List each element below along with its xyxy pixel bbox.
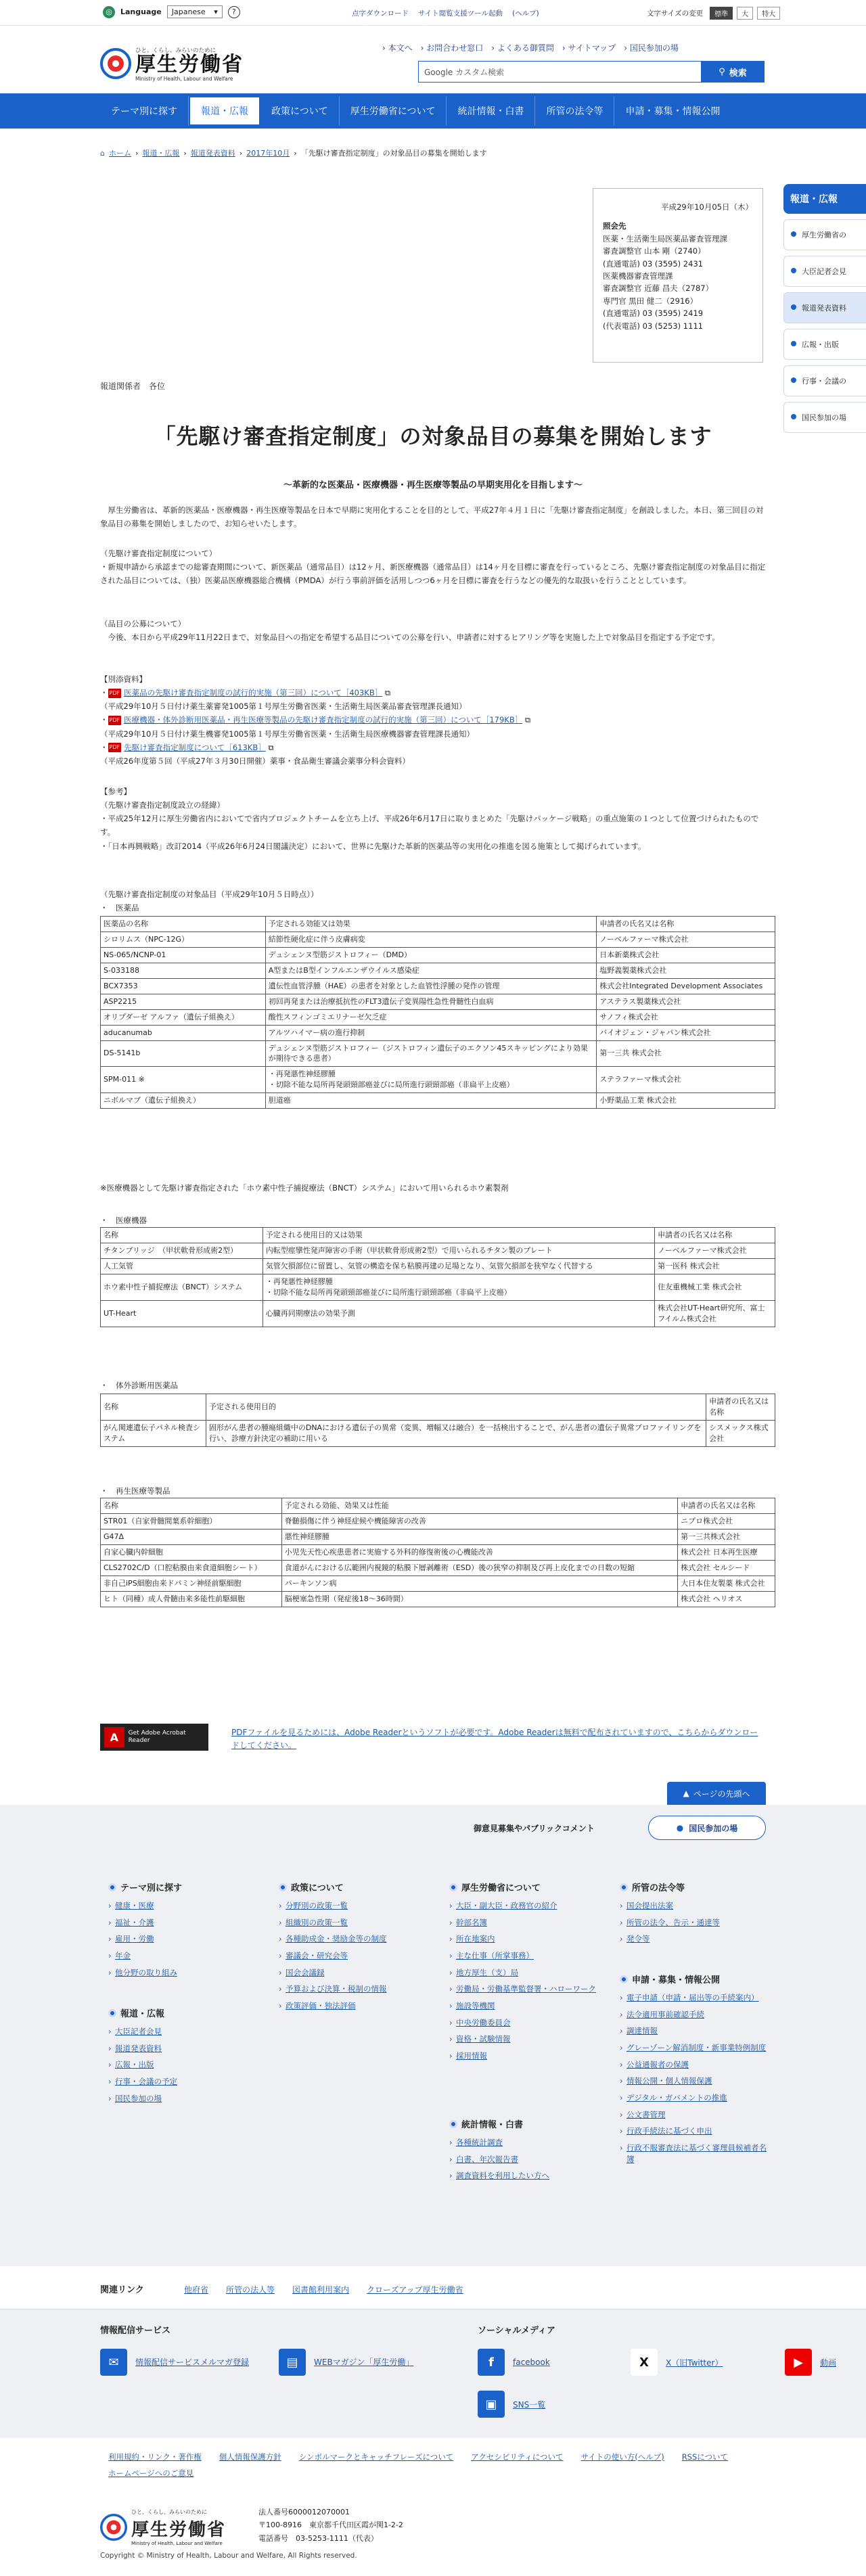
attachments: 【別添資料】 ・ PDF 医薬品の先駆け審査指定制度の試行的実施（第三回）について［403KB］ ⧉ （平成29年10月５日付け薬生薬審発1005第１号厚生労働省医薬・生活衛生局医薬品審査管理課長通知） ・ PDF 医療機器・体外診断用医薬品・再生医療等製品の先駆け審査指定制度の試行的実施（第三回）について［179KB］ ⧉ （平成29年10月５日付け薬生機審発1005第１号厚生労働省医薬・生活衛生局医療機器審査管理課長通知） ・ PDF 先駆け審査指定制度について［613KB］ ⧉ （平成26年度第５回（平成27年３月30日開催）薬事・食品衛生審議会薬事分科会資料） xyxy=(100,674,531,766)
page-subtitle: ～革新的な医薬品・医療機器・再生医療等製品の早期実用化を目指します～ xyxy=(283,480,583,490)
site-logo[interactable] xyxy=(100,46,244,82)
intro-paragraph: 厚生労働省は、革新的医薬品・医療機器・再生医療等製品を日本で早期に実用化することを目的として、平成27年４月１日に「先駆け審査指定制度」を創設しました。本日、第三回目の対象品目の募集を開始しましたので、お知らせいたします。 xyxy=(100,505,764,529)
table-row: チタンブリッジ （甲状軟骨形成術2型） 内転型痙攣性発声障害の手術（甲状軟骨形成術2型）で用いられるチタン製のプレート ノーベルファーマ株式会社 xyxy=(101,1243,775,1258)
gnav-applications[interactable]: 申請・募集・情報公開 xyxy=(625,106,721,117)
drugs-table xyxy=(100,916,775,1109)
table-row: ホウ素中性子捕捉療法（BNCT）システム ・再発悪性神経膠腫 ・切除不能な局所再発頭頸部癌並びに局所進行頭頸部癌（非扁平上皮癌） 住友重機械工業 株式会社 xyxy=(101,1274,775,1300)
logo-tagline: ひと、くらし、みらいのために xyxy=(135,47,216,54)
side-nav-item[interactable]: 広報・出版 xyxy=(783,329,866,360)
ivd-table xyxy=(100,1394,775,1447)
x-link[interactable]: X（旧Twitter） xyxy=(666,2358,723,2368)
participation-button[interactable]: ● 国民参加の場 xyxy=(648,1816,766,1840)
social-title: ソーシャルメディア xyxy=(478,2326,556,2336)
side-nav-item[interactable]: 報道発表資料 xyxy=(783,292,866,323)
acrobat-icon: A xyxy=(104,1727,124,1747)
table-row: ヒト（同種）成人骨髄由来多能性前駆細胞 脳梗塞急性期（発症後18～36時間） 株式会社 ヘリオス xyxy=(101,1591,775,1607)
table-row: BCX7353 遺伝性血管浮腫（HAE）の患者を対象とした血管性浮腫の発作の管理 株式会社Integrated Development Associates xyxy=(101,978,775,994)
related-link[interactable]: 図書館利用案内 xyxy=(292,2285,350,2295)
header-links xyxy=(382,42,679,53)
mhlw-logo-icon xyxy=(100,48,131,79)
x-icon: X xyxy=(631,2349,658,2376)
sns-list-link[interactable]: SNS一覧 xyxy=(513,2399,546,2410)
contact-link[interactable]: › お問合わせ窓口 xyxy=(420,43,484,53)
new-window-icon: ⧉ xyxy=(384,688,391,698)
pdf-icon: PDF xyxy=(108,743,122,752)
devices-head: ・ 医療機器 xyxy=(100,1216,147,1225)
logo-english: Ministry of Health, Labour and Welfare xyxy=(135,75,233,82)
participation-link[interactable]: › 国民参加の場 xyxy=(624,43,679,53)
table-row: STR01（自家骨髄間葉系幹細胞） 脊髄損傷に伴う神経症候や機能障害の改善 ニプロ株式会社 xyxy=(101,1513,775,1529)
site-search xyxy=(418,61,765,83)
gnav-policy[interactable]: 政策について xyxy=(260,96,340,126)
table-row: UT-Heart 心臓再同期療法の効果予測 株式会社UT-Heart研究所、富士フイルム株式会社 xyxy=(101,1300,775,1327)
footer-logo[interactable]: ひと、くらし、みらいのために 厚生労働省 Ministry of Health, Labour and Welfare xyxy=(100,2508,226,2546)
footer-col-laws: 所管の法令等 › 国会提出法案 › 所管の法令、告示・通達等 › 発令等 xyxy=(620,1881,769,1950)
public-comment-label: 御意見募集やパブリックコメント xyxy=(474,1824,595,1833)
footer-col-policy: 政策について › 分野別の政策一覧 › 組織別の政策一覧 › 各種助成金・奨励金等の制度 › 審議会・研究会等 › 国会会議録 › 予算および決算・税制の情報 › 政策評価・独法評価 xyxy=(279,1881,428,2017)
table-row: SPM-011 ※ ・再発悪性神経膠腫 ・切除不能な局所再発頭頸部癌並びに局所進行頭頸部癌（非扁平上皮癌） ステラファーマ株式会社 xyxy=(101,1067,775,1093)
pdf-icon: PDF xyxy=(108,716,122,725)
table-header-row: 名称 予定される使用目的 申請者の氏名又は名称 xyxy=(101,1394,775,1421)
gnav-statistics[interactable]: 統計情報・白書 xyxy=(447,96,535,126)
table-row: G47Δ 悪性神経膠腫 第一三共株式会社 xyxy=(101,1529,775,1544)
language-switcher xyxy=(103,5,240,18)
devices-table xyxy=(100,1227,775,1327)
side-nav-item[interactable]: 厚生労働省の xyxy=(783,219,866,250)
footer-col-press: 報道・広報 › 大臣記者会見 › 報道発表資料 › 広報・出版 › 行事・会議の予定 › 国民参加の場 xyxy=(108,2006,257,2109)
regen-head: ・ 再生医療等製品 xyxy=(100,1486,170,1496)
table-row: 非自己iPS細胞由来ドパミン神経前駆細胞 パーキンソン病 大日本住友製薬 株式会社 xyxy=(101,1576,775,1591)
table-row: NS-065/NCNP-01 デュシェンヌ型筋ジストロフィー（DMD） 日本新薬株式会社 xyxy=(101,947,775,963)
table-header-row: 名称 予定される効能、効果又は性能 申請者の氏名又は名称 xyxy=(101,1498,775,1514)
gnav-laws[interactable]: 所管の法令等 xyxy=(535,96,614,126)
footer-col-stats: 統計情報・白書 › 各種統計調査 › 白書、年次報告書 › 調査資料を利用したい方へ xyxy=(449,2117,598,2187)
table-header-row: 医薬品の名称 予定される効能又は効果 申請者の氏名又は名称 xyxy=(101,917,775,932)
help-icon[interactable]: ? xyxy=(228,6,240,18)
mhlw-logo-icon xyxy=(100,2514,127,2541)
footer-bottom-links: 利用規約・リンク・著作権 個人情報保護方針 シンボルマークとキャッチフレーズについて アクセシビリティについて サイトの使い方(ヘルプ) RSSについて ホームページへのご意見 xyxy=(108,2452,729,2478)
copyright: Copyright © Ministry of Health, Labour and Welfare, All Rights reserved. xyxy=(100,2552,357,2560)
addressee: 報道関係者 各位 xyxy=(100,382,166,391)
table-row: がん関連遺伝子パネル検査システム 固形がん患者の腫瘍組織中のDNAにおける遺伝子の異常（変異、増幅又は融合）を一括検出することで、がん患者の遺伝子異常プロファイリングを行い、診療方針決定の補助に用いる シスメックス株式会社 xyxy=(101,1420,775,1446)
chevron-down-icon: ▾ xyxy=(214,7,218,16)
mail-icon: ✉ xyxy=(100,2349,127,2376)
service-title: 情報配信サービス xyxy=(100,2326,171,2336)
attachment-link[interactable]: 医療機器・体外診断用医薬品・再生医療等製品の先駆け審査指定制度の試行的実施（第三回）について［179KB］ xyxy=(124,715,523,725)
font-size-large[interactable]: 大 xyxy=(737,7,753,20)
mail-magazine-link[interactable]: 情報配信サービスメルマガ登録 xyxy=(135,2358,250,2367)
contact-title: 照会先 xyxy=(603,221,626,231)
braille-download-link[interactable]: 点字ダウンロード xyxy=(352,9,409,18)
facebook-icon: f xyxy=(478,2349,505,2376)
language-select[interactable]: Japanese ▾ xyxy=(167,5,223,18)
social-section xyxy=(0,2309,866,2438)
arrow-right-icon: ● xyxy=(676,1823,684,1833)
list-head: （先駆け審査指定制度の対象品目（平成29年10月５日時点）） xyxy=(100,890,319,899)
footer-address: 法人番号6000012070001 〒100-8916 東京都千代田区霞が関1-2-2 電話番号 03-5253-1111（代表） xyxy=(258,2508,403,2543)
gnav-about[interactable]: 厚生労働省について xyxy=(340,96,447,126)
font-size-label: 文字サイズの変更 xyxy=(647,9,704,18)
font-size-xlarge[interactable]: 特大 xyxy=(757,7,780,20)
table-row: オリプダーゼ アルファ（遺伝子組換え） 酸性スフィンゴミエリナーゼ欠乏症 サノフィ株式会社 xyxy=(101,1009,775,1025)
breadcrumb: ⌂ ホーム › 報道・広報 › 報道発表資料 › 2017年10月 › 「先駆け審査指定制度」の対象品目の募集を開始します xyxy=(100,148,487,158)
table-row: ニボルマブ（遺伝子組換え） 胆道癌 小野薬品工業 株式会社 xyxy=(101,1093,775,1109)
table-row: シロリムス（NPC-12G） 結節性硬化症に伴う皮膚病変 ノーベルファーマ株式会社 xyxy=(101,932,775,947)
side-nav-head[interactable]: 報道・広報 xyxy=(783,184,866,214)
table-row: DS-5141b デュシェンヌ型筋ジストロフィー（ジストロフィン遺伝子のエクソン45スキッピングにより効果が期待できる患者） 第一三共 株式会社 xyxy=(101,1040,775,1067)
footer-col-about: 厚生労働省について › 大臣・副大臣・政務官の紹介 › 幹部名簿 › 所在地案内 › 主な仕事（所掌事務） › 地方厚生（支）局 › 労働局・労働基準監督署・ハローワーク › 施設等機関 › 中央労働委員会 › 資格・試験情報 › 採用情報 xyxy=(449,1881,598,2067)
side-nav-item[interactable]: 行事・会議の xyxy=(783,365,866,396)
new-window-icon: ⧉ xyxy=(268,742,274,752)
related-links xyxy=(0,2266,866,2309)
breadcrumb-month[interactable]: 2017年10月 xyxy=(246,149,290,158)
search-icon: ⚲ xyxy=(719,66,725,77)
side-nav-item[interactable]: 大臣記者会見 xyxy=(783,256,866,287)
pdf-icon: PDF xyxy=(108,689,122,698)
attachment-link[interactable]: 先駆け審査指定制度について［613KB］ xyxy=(124,742,266,752)
gnav-theme[interactable]: テーマ別に探す xyxy=(100,96,189,126)
related-link[interactable]: 他府省 xyxy=(184,2285,209,2295)
globe-icon: ◎ xyxy=(103,6,115,18)
related-title: 関連リンク xyxy=(100,2285,144,2295)
table-row: CLS2702C/D（口腔粘膜由来食道細胞シート） 食道がんにおける広範囲内視鏡的粘膜下層剥離術（ESD）後の狭窄の抑制及び再上皮化までの日数の短縮 株式会社 セルシード xyxy=(101,1560,775,1576)
home-icon: ⌂ xyxy=(100,148,105,158)
youtube-link[interactable]: 動画 xyxy=(820,2358,837,2368)
regen-table xyxy=(100,1498,775,1607)
language-label: Language xyxy=(120,7,162,16)
font-size-switcher xyxy=(647,7,780,20)
sitemap-link[interactable]: › サイトマップ xyxy=(562,43,616,53)
web-magazine-link[interactable]: WEBマガジン「厚生労働」 xyxy=(314,2358,414,2367)
new-window-icon: ⧉ xyxy=(524,715,531,725)
release-date: 平成29年10月05日（木） xyxy=(661,202,753,212)
utility-links xyxy=(352,8,539,18)
related-link[interactable]: クローズアップ厚生労働省 xyxy=(367,2285,463,2295)
reference-section: 【参考】 （先駆け審査指定制度設立の経緯） ・平成25年12月に厚生労働省内においてで省内プロジェクトチームを立ち上げ、平成26年6月17日に取りまとめた「先駆けパッケージ戦略」の重点施策の１つとして位置づけられたものです。 ・「日本再興戦略」改訂2014（平成26年6月24日閣議決定）において、世界に先駆けた革新的医薬品等の実用化の推進を図る施策として掲げられています。 xyxy=(100,787,759,851)
footer-col-applications: 申請・募集・情報公開 › 電子申請（申請・届出等の手続案内） › 法令適用事前確認手続 › 調達情報 › グレーゾーン解消制度・新事業特例制度 › 公益通報者の保護 › 情報公開・個人情報保護 › デジタル・ガバメントの推進 › 公文書管理 › 行政手続法に基づく申出 › 行政不服審査法に基づく審理員候補者名簿 xyxy=(620,1973,769,2170)
contact-box: 平成29年10月05日（木） 照会先 医薬・生活衛生局医薬品審査管理課 審査調整官 山本 剛（2740） (直通電話) 03 (3595) 2431 医薬機器審査管理課 審査調整官 近藤 昌夫（2787） 専門官 黒田 健二（2916） (直通電話) 03 (3595) 2419 (代表電話) 03 (5253) 1111 xyxy=(593,188,763,363)
arrow-up-icon: ▲ xyxy=(683,1789,689,1798)
side-nav xyxy=(783,184,866,433)
breadcrumb-releases[interactable]: 報道発表資料 xyxy=(190,149,235,158)
adobe-reader-badge[interactable]: A Get Adobe Acrobat Reader xyxy=(100,1724,208,1751)
table-row: aducanumab アルツハイマー病の進行抑制 バイオジェン・ジャパン株式会社 xyxy=(101,1025,775,1040)
search-input[interactable]: Google カスタム検索 xyxy=(418,61,701,83)
page-title: 「先駆け審査指定制度」の対象品目の募集を開始します xyxy=(154,423,712,449)
reading-support-link[interactable]: サイト閲覧支援ツール起動 xyxy=(418,9,503,18)
global-nav xyxy=(0,93,866,129)
facebook-link[interactable]: facebook xyxy=(513,2358,550,2367)
breadcrumb-press[interactable]: 報道・広報 xyxy=(142,149,180,158)
help-link[interactable]: (ヘルプ) xyxy=(512,9,539,18)
section-system: （先駆け審査指定制度について） ・新規申請から承認までの総審査期間について、新医薬品（通常品目）は12ヶ月、新医療機器（通常品目）は14ヶ月を目標に審査を行っているところ、先駆け審査指定制度の対象品目に指定された品目については、（独）医薬品医療機器総合機構（PMDA）が行う事前評価を活用しつつ6ヶ月を目標に審査を行うなどの優先的な取扱いを行うこととしています。 xyxy=(100,549,766,586)
table-row: ASP2215 初回再発または治療抵抗性のFLT3遺伝子変異陽性急性骨髄性白血病 アステラス製薬株式会社 xyxy=(101,994,775,1009)
section-call: （品目の公募について） 今後、本日から平成29年11月22日まで、対象品目への指定を希望する品目についての公募を行い、申請者に対するヒアリング等を実施した上で対象品目を指定する予定です。 xyxy=(100,619,720,643)
attachment-link[interactable]: 医薬品の先駆け審査指定制度の試行的実施（第三回）について［403KB］ xyxy=(124,688,383,698)
table-row: S-033188 A型またはB型インフルエンザウイルス感染症 塩野義製薬株式会社 xyxy=(101,963,775,978)
gnav-press[interactable]: 報道・広報 xyxy=(189,96,260,126)
logo-name: 厚生労働省 xyxy=(135,53,244,76)
drugs-head: ・ 医薬品 xyxy=(100,903,139,913)
table-row: 自家心臓内幹細胞 小児先天性心疾患患者に実施する外科的修復術後の心機能改善 株式会社 日本再生医療 xyxy=(101,1544,775,1560)
search-button[interactable]: ⚲ 検索 xyxy=(701,61,765,83)
side-nav-item[interactable]: 国民参加の場 xyxy=(783,402,866,433)
book-icon: ▤ xyxy=(279,2349,306,2376)
drugs-note: ※医療機器として先駆け審査指定された「ホウ素中性子捕捉療法（BNCT）システム」において用いられるホウ素製剤 xyxy=(100,1183,509,1193)
sns-list-icon: ▣ xyxy=(478,2391,505,2418)
youtube-icon: ▶ xyxy=(785,2349,812,2376)
table-row: 人工気管 気管欠損部位に留置し、気管の構造を保ち粘膜再建の足場となり、気管欠損部を狭窄なく代替する 第一医科 株式会社 xyxy=(101,1258,775,1274)
faq-link[interactable]: › よくある御質問 xyxy=(491,43,554,53)
breadcrumb-current: 「先駆け審査指定制度」の対象品目の募集を開始します xyxy=(300,149,487,158)
table-header-row: 名称 予定される使用目的又は効果 申請者の氏名又は名称 xyxy=(101,1228,775,1243)
breadcrumb-home[interactable]: ホーム xyxy=(108,149,131,158)
site-footer xyxy=(0,2438,866,2576)
adobe-reader-link[interactable]: PDFファイルを見るためには、Adobe Readerというソフトが必要です。Adobe Readerは無料で配布されていますので、こちらからダウンロードしてください。 xyxy=(231,1728,758,1751)
page-top-button[interactable]: ▲ ページの先頭へ xyxy=(667,1782,766,1805)
font-size-normal[interactable]: 標準 xyxy=(710,7,733,20)
utility-bar xyxy=(0,0,866,26)
skip-to-content-link[interactable]: › 本文へ xyxy=(382,43,413,53)
site-header xyxy=(0,26,866,93)
related-link[interactable]: 所管の法人等 xyxy=(226,2285,275,2295)
ivd-head: ・ 体外診断用医薬品 xyxy=(100,1381,178,1390)
footer-col-theme: テーマ別に探す › 健康・医療 › 福祉・介護 › 雇用・労働 › 年金 › 他分野の取り組み xyxy=(108,1881,257,1983)
